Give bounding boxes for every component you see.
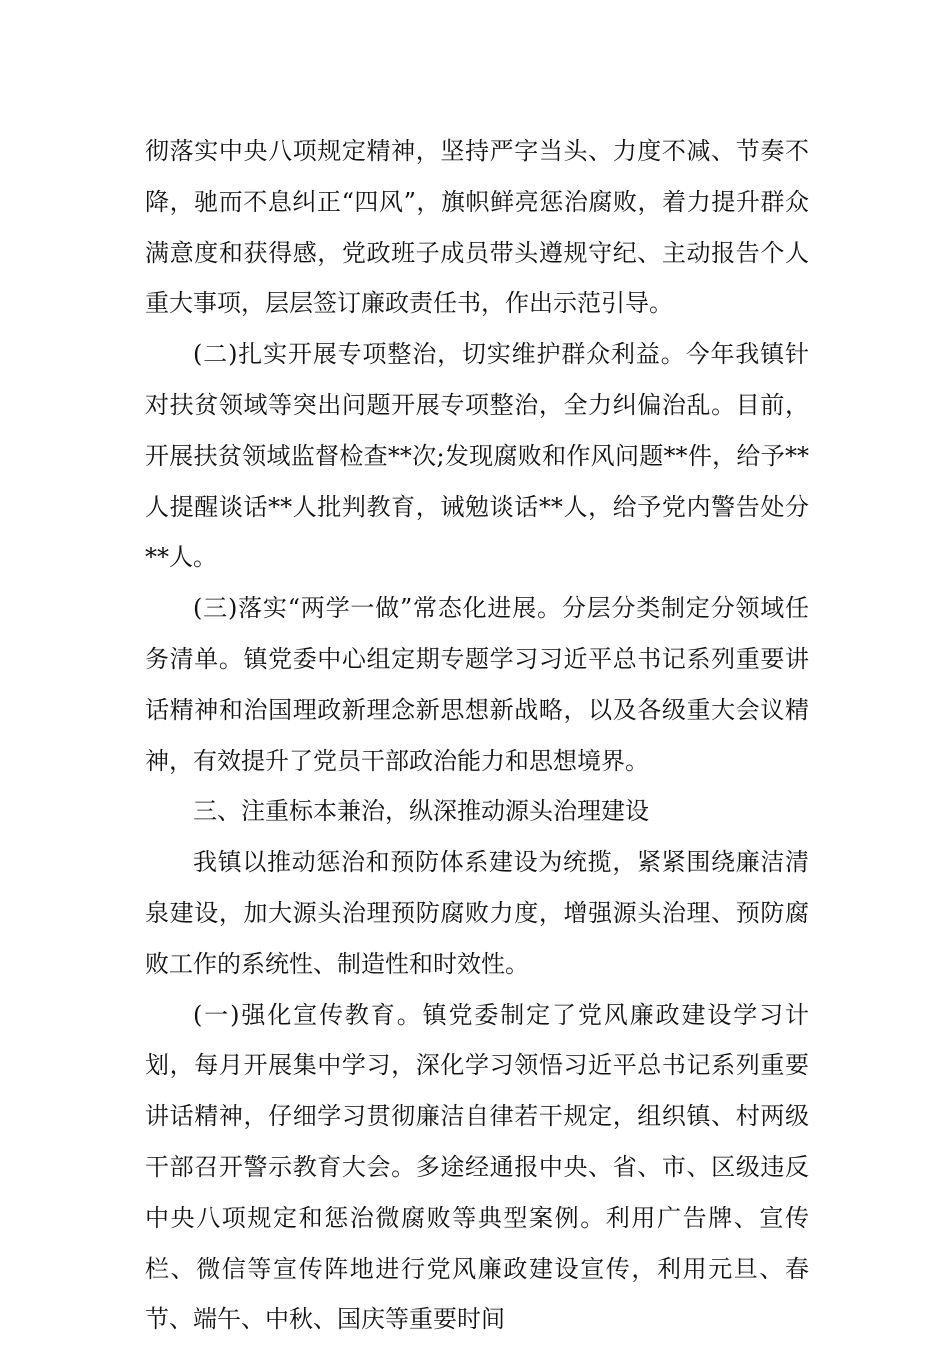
paragraph-subsection-1: (一)强化宣传教育。镇党委制定了党风廉政建设学习计划，每月开展集中学习，深化学习领悟习近平总书记系列重要讲话精神，仔细学习贯彻廉洁自律若干规定，组织镇、村两级干部召开警示教育大会。多途经通报中央、省、市、区级违反中央八项规定和惩治微腐败等典型案例。利用广告牌、宣传栏、微信等宣传阵地进行党风廉政建设宣传，利用元旦、春节、端午、中秋、国庆等重要时间 bbox=[145, 1000, 809, 1334]
section-heading: 三、注重标本兼治，纵深推动源头治理建设 bbox=[193, 797, 649, 826]
paragraph-continued: 彻落实中央八项规定精神，坚持严字当头、力度不减、节奏不降，驰而不息纠正“四风”，旗帜鲜亮惩治腐败，着力提升群众满意度和获得感，党政班子成员带头遵规守纪、主动报告个人重大事项，层层签订廉政责任书，作出示范引导。 bbox=[145, 137, 809, 318]
paragraph-section-3: (三)落实“两学一做”常态化进展。分层分类制定分领域任务清单。镇党委中心组定期专题学习习近平总书记系列重要讲话精神和治国理政新理念新思想新战略，以及各级重大会议精神，有效提升了党员干部政治能力和思想境界。 bbox=[145, 594, 809, 775]
paragraph-intro: 我镇以推动惩治和预防体系建设为统揽，紧紧围绕廉洁清泉建设，加大源头治理预防腐败力度，增强源头治理、预防腐败工作的系统性、制造性和时效性。 bbox=[145, 848, 809, 978]
document-body bbox=[145, 126, 809, 1345]
paragraph-section-2: (二)扎实开展专项整治，切实维护群众利益。今年我镇针对扶贫领域等突出问题开展专项整治，全力纠偏治乱。目前，开展扶贫领域监督检查**次;发现腐败和作风问题**件，给予**人提醒谈话**人批判教育，诫勉谈话**人，给予党内警告处分**人。 bbox=[145, 340, 809, 572]
